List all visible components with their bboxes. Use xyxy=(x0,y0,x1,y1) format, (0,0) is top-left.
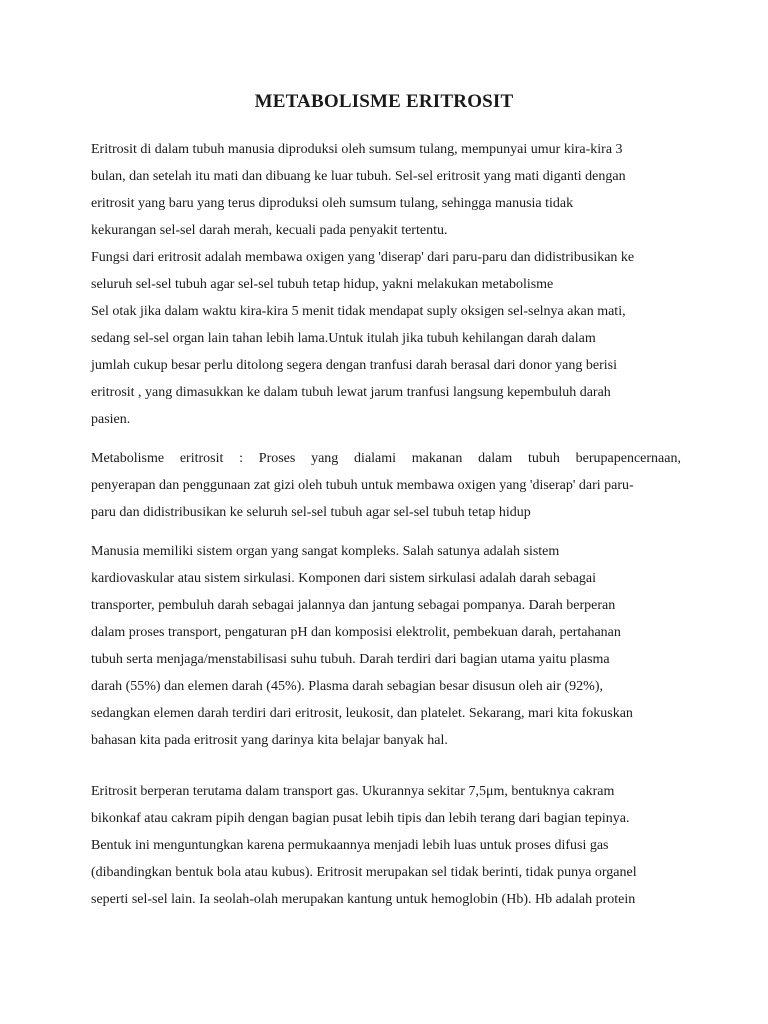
paragraph-3 xyxy=(91,538,681,754)
paragraph-line: Fungsi dari eritrosit adalah membawa oxigen yang 'diserap' dari paru-paru dan didistribusikan ke xyxy=(91,250,635,265)
paragraph-line: seluruh sel-sel tubuh agar sel-sel tubuh tetap hidup, yakni melakukan metabolisme xyxy=(91,277,554,292)
paragraph-line: dalam proses transport, pengaturan pH dan komposisi elektrolit, pembekuan darah, pertahanan xyxy=(91,625,621,640)
paragraph-line: Eritrosit di dalam tubuh manusia diproduksi oleh sumsum tulang, mempunyai umur kira-kira 3 xyxy=(91,142,623,157)
paragraph-2 xyxy=(91,445,681,526)
paragraph-line: bulan, dan setelah itu mati dan dibuang ke luar tubuh. Sel-sel eritrosit yang mati diganti dengan xyxy=(91,169,626,184)
paragraph-line: Metabolisme eritrosit : Proses yang dialami makanan dalam tubuh berupapencernaan, xyxy=(91,451,681,466)
paragraph-line: darah (55%) dan elemen darah (45%). Plasma darah sebagian besar disusun oleh air (92%), xyxy=(91,679,603,694)
paragraph-line: eritrosit , yang dimasukkan ke dalam tubuh lewat jarum tranfusi langsung kepembuluh darah xyxy=(91,385,611,400)
paragraph-line: transporter, pembuluh darah sebagai jalannya dan jantung sebagai pompanya. Darah berperan xyxy=(91,598,616,613)
paragraph-line: kardiovaskular atau sistem sirkulasi. Komponen dari sistem sirkulasi adalah darah sebagai xyxy=(91,571,597,586)
paragraph-line: bikonkaf atau cakram pipih dengan bagian pusat lebih tipis dan lebih terang dari bagian tepinya. xyxy=(91,811,630,826)
paragraph-line: bahasan kita pada eritrosit yang darinya kita belajar banyak hal. xyxy=(91,733,448,748)
paragraph-line: (dibandingkan bentuk bola atau kubus). Eritrosit merupakan sel tidak berinti, tidak punya organel xyxy=(91,865,637,880)
paragraph-line: Manusia memiliki sistem organ yang sangat kompleks. Salah satunya adalah sistem xyxy=(91,544,560,559)
document-title: METABOLISME ERITROSIT xyxy=(254,91,514,112)
paragraph-line: penyerapan dan penggunaan zat gizi oleh tubuh untuk membawa oxigen yang 'diserap' dari paru- xyxy=(91,478,634,493)
paragraph-line: kekurangan sel-sel darah merah, kecuali pada penyakit tertentu. xyxy=(91,223,448,238)
paragraph-line: Bentuk ini menguntungkan karena permukaannya menjadi lebih luas untuk proses difusi gas xyxy=(91,838,609,853)
paragraph-line: paru dan didistribusikan ke seluruh sel-sel tubuh agar sel-sel tubuh tetap hidup xyxy=(91,505,531,520)
paragraph-line: Eritrosit berperan terutama dalam transport gas. Ukurannya sekitar 7,5μm, bentuknya cakram xyxy=(91,784,615,799)
paragraph-line: sedang sel-sel organ lain tahan lebih lama.Untuk itulah jika tubuh kehilangan darah dalam xyxy=(91,331,596,346)
paragraph-line: Sel otak jika dalam waktu kira-kira 5 menit tidak mendapat suply oksigen sel-selnya akan mati, xyxy=(91,304,626,319)
paragraph-line: eritrosit yang baru yang terus diproduksi oleh sumsum tulang, sehingga manusia tidak xyxy=(91,196,574,211)
paragraph-line: tubuh serta menjaga/menstabilisasi suhu tubuh. Darah terdiri dari bagian utama yaitu plasma xyxy=(91,652,610,667)
paragraph-line: sedangkan elemen darah terdiri dari eritrosit, leukosit, dan platelet. Sekarang, mari kita fokuskan xyxy=(91,706,633,721)
paragraph-1 xyxy=(91,136,681,433)
paragraph-line: pasien. xyxy=(91,412,131,427)
paragraph-line: jumlah cukup besar perlu ditolong segera dengan tranfusi darah berasal dari donor yang berisi xyxy=(91,358,617,373)
paragraph-4 xyxy=(91,778,681,913)
paragraph-line: seperti sel-sel lain. Ia seolah-olah merupakan kantung untuk hemoglobin (Hb). Hb adalah protein xyxy=(91,892,636,907)
